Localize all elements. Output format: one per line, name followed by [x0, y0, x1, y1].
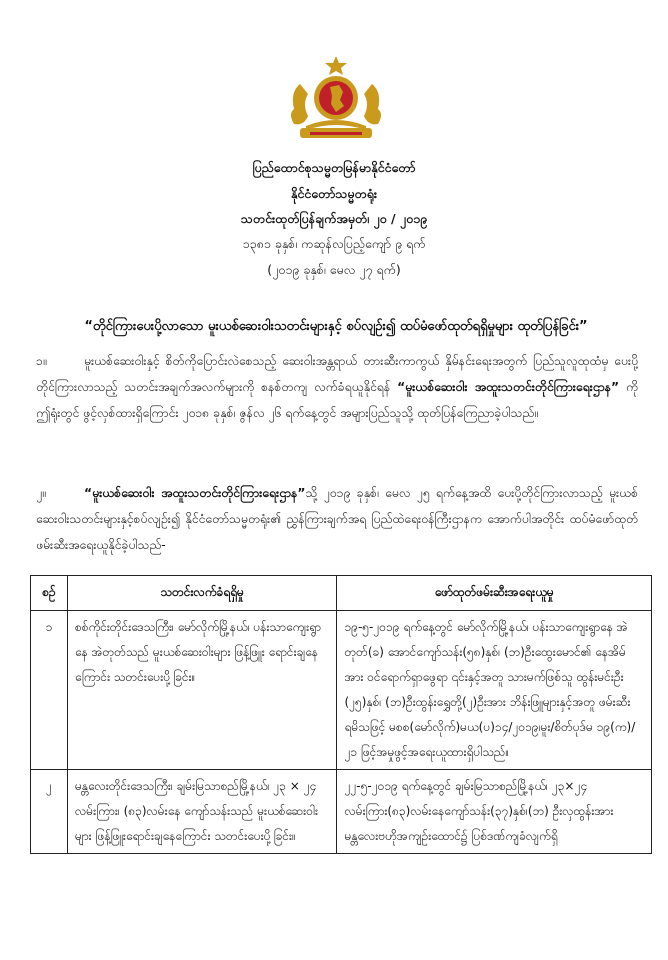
paragraph-1: [36, 348, 638, 426]
cell-received: စစ်ကိုင်းတိုင်းဒေသကြီး၊ မော်လိုက်မြို့နယ်၊ ပန်းသာကျေးရွာနေ အဲတုတ်သည် မူးယစ်ဆေးဝါးများ ဖြန့်ဖြူး ရောင်းချနေကြောင်း သတင်းပေးပို့ခြင်း။: [67, 611, 337, 770]
state-emblem-icon: [286, 54, 386, 144]
column-header-action: ဖော်ထုတ်ဖမ်းဆီးအရေးယူမှု: [337, 576, 652, 611]
office-name: နိုင်ငံတော်သမ္မတရုံး: [290, 186, 378, 201]
column-header-sn: စဉ်: [31, 576, 68, 611]
paragraph-number: ၂။: [36, 486, 46, 500]
table-header-row: [31, 576, 652, 611]
actions-table: [30, 575, 652, 854]
paragraph-emphasis: “မူးယစ်ဆေးဝါး အထူးသတင်းတိုင်ကြားရေးဌာန”: [84, 486, 306, 500]
cell-action: ၂၂-၅-၂၀၁၉ ရက်နေ့တွင် ချမ်းမြသာစည်မြို့နယ်၊ ၂၃×၂၄ လမ်းကြား(၈၃)လမ်းနေကျော်သန်း(၃၇)နှစ်၊(ဘ) ဦးလှထွန်းအား မန္တလေးဗဟိုအကျဉ်းထောင်၌ ပြစ်ဒဏ်ကျခံလျက်ရှိ: [337, 770, 652, 854]
cell-sn: ၁: [31, 611, 68, 770]
release-headline: “တိုင်ကြားပေးပို့လာသော မူးယစ်ဆေးဝါးသတင်းများနှင့် စပ်လျဉ်း၍ ထပ်မံဖော်ထုတ်ရရှိမှုများ ထုတ်ပြန်ခြင်း”: [84, 319, 588, 334]
table-row: [31, 770, 652, 854]
cell-action: ၁၉-၅-၂၀၁၉ ရက်နေ့တွင် မော်လိုက်မြို့နယ်၊ ပန်းသာကျေးရွာနေ အဲတုတ်(ခ) အောင်ကျော်သန်း(၅၈)နှစ်၊ (ဘ)ဦးထွေးမောင်၏ နေအိမ်အား ဝင်ရောက်ရှာဖွေရာ ၎င်းနှင့်အတူ သားမက်ဖြစ်သူ ထွန်းမင်းဦး (၂၅)နှစ်၊ (ဘ)ဦးထွန်းရွှေတို့(၂)ဦးအား ဘိန်းဖြူများနှင့်အတူ ဖမ်းဆီးရမိသဖြင့် မစစ(မော်လိုက်)မယ(ပ)၁၄/၂၀၁၉၊မူး/စိတ်ပုဒ်မ ၁၉(က)/ ၂၁ ဖြင့်အမှုဖွင့်အရေးယူထားရှိပါသည်။: [337, 611, 652, 770]
release-number: သတင်းထုတ်ပြန်ချက်အမှတ်၊ ၂၀ / ၂၀၁၉: [240, 211, 428, 226]
cell-sn: ၂: [31, 770, 68, 854]
paragraph-number: ၁။: [36, 354, 47, 368]
date-gregorian: (၂၀၁၉ ခုနှစ်၊ မေလ ၂၇ ရက်): [267, 262, 401, 277]
date-myanmar: ၁၃၈၁ ခုနှစ်၊ ကဆုန်လပြည့်ကျော် ၉ ရက်: [242, 236, 426, 251]
paragraph-text: ကို ဤရုံးတွင် ဖွင့်လှစ်ထားရှိကြောင်း ၂၀၁၈ ခုနှစ်၊ ဇွန်လ ၂၆ ရက်နေ့တွင် အများပြည်သူသို့ ထုတ်ပြန်ကြေညာခဲ့ပါသည်။: [36, 380, 638, 420]
paragraph-text: သို့ ၂၀၁၉ ခုနှစ်၊ မေလ ၂၅ ရက်နေ့အထိ ပေးပို့တိုင်ကြားလာသည့် မူးယစ်ဆေးဝါးသတင်းများနှင့်စပ်လျဉ်း၍ နိုင်ငံတော်သမ္မတရုံး၏ ညွှန်ကြားချက်အရ ပြည်ထဲရေးဝန်ကြီးဌာနက အောက်ပါအတိုင်း ထပ်မံဖော်ထုတ်ဖမ်းဆီးအရေးယူနိုင်ခဲ့ပါသည်-: [36, 486, 638, 552]
column-header-received: သတင်းလက်ခံရရှိမှု: [67, 576, 337, 611]
paragraph-text: မူးယစ်ဆေးဝါးနှင့် စိတ်ကိုပြောင်းလဲစေသည့် ဆေးဝါးအန္တရာယ် တားဆီးကာကွယ် နှိမ်နင်းရေးအတွက် ပြည်သူလူထုထံမှ ပေးပို့တိုင်ကြားလာသည့် သတင်းအချက်အလက်များကို စနစ်တကျ လက်ခံရယူနိုင်ရန်: [36, 354, 638, 394]
cell-received: မန္တလေးတိုင်းဒေသကြီး၊ ချမ်းမြသာစည်မြို့နယ်၊ ၂၃ × ၂၄ လမ်းကြား၊ (၈၃)လမ်းနေ ကျော်သန်းသည် မူးယစ်ဆေးဝါးများ ဖြန့်ဖြူးရောင်းချနေကြောင်း သတင်းပေးပို့ခြင်း။: [67, 770, 337, 854]
table-row: [31, 611, 652, 770]
paragraph-2: [36, 480, 638, 558]
country-name: ပြည်ထောင်စုသမ္မတမြန်မာနိုင်ငံတော်: [252, 160, 416, 175]
paragraph-emphasis: “မူးယစ်ဆေးဝါး အထူးသတင်းတိုင်ကြားရေးဌာန”: [397, 380, 620, 394]
